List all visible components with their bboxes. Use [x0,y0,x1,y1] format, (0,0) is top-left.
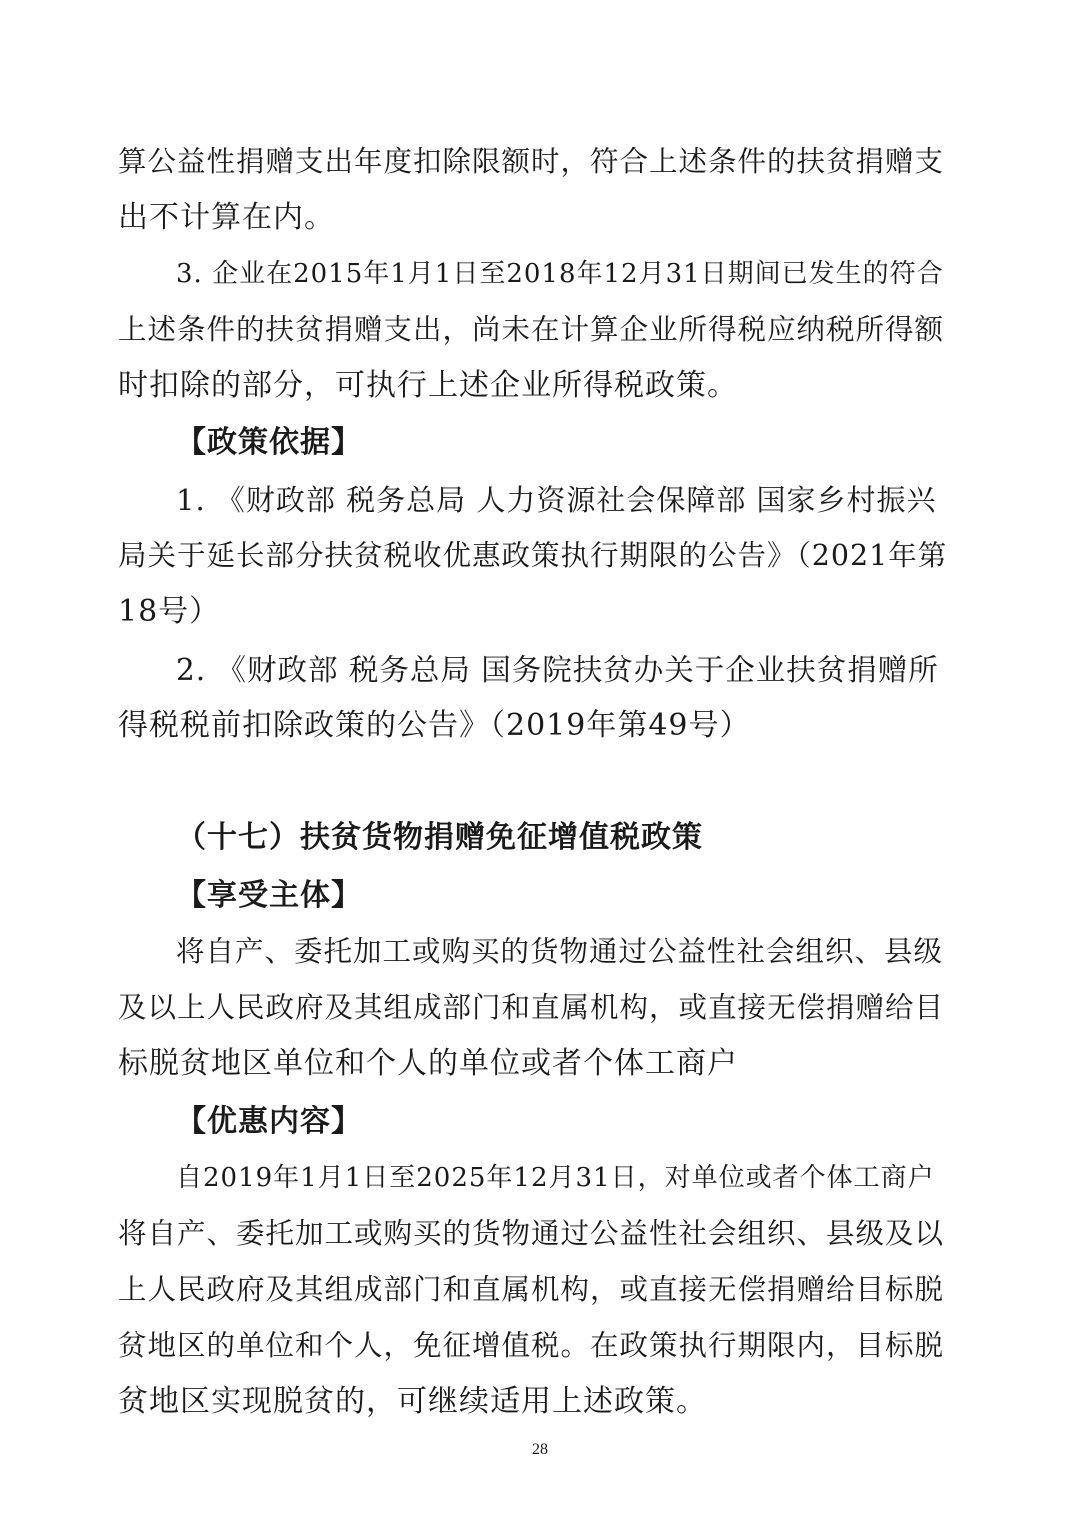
paragraph-line: 1. 《财政部 税务总局 人力资源社会保障部 国家乡村振兴 [176,483,937,517]
paragraph-line: 时扣除的部分，可执行上述企业所得税政策。 [118,368,738,403]
paragraph-line: 贫地区实现脱贫的，可继续适用上述政策。 [118,1384,707,1419]
paragraph-line: 上人民政府及其组成部门和直属机构，或直接无偿捐赠给目标脱 [118,1273,945,1306]
section-title-17: （十七）扶贫货物捐赠免征增值税政策 [176,820,703,855]
paragraph-line: 出不计算在内。 [118,200,335,235]
paragraph-line: 3. 企业在2015年1月1日至2018年12月31日期间已发生的符合 [176,259,944,289]
paragraph-line: 2. 《财政部 税务总局 国务院扶贫办关于企业扶贫捐赠所 [176,653,939,687]
paragraph-line: 标脱贫地区单位和个人的单位或者个体工商户 [118,1046,738,1081]
section-heading-beneficiary: 【享受主体】 [176,878,362,913]
paragraph-line: 将自产、委托加工或购买的货物通过公益性社会组织、县级及以 [118,1217,945,1250]
paragraph-line: 上述条件的扶贫捐赠支出，尚未在计算企业所得税应纳税所得额 [118,313,945,346]
paragraph-line: 贫地区的单位和个人，免征增值税。在政策执行期限内，目标脱 [118,1329,945,1362]
paragraph-line: 将自产、委托加工或购买的货物通过公益性社会组织、县级 [176,935,944,968]
paragraph-line: 18号） [118,594,221,629]
paragraph-line: 算公益性捐赠支出年度扣除限额时，符合上述条件的扶贫捐赠支 [118,145,945,178]
paragraph-line: 得税税前扣除政策的公告》（2019年第49号） [118,708,751,743]
paragraph-line: 及以上人民政府及其组成部门和直属机构，或直接无偿捐赠给目 [118,991,945,1024]
section-heading-policy-basis: 【政策依据】 [176,425,362,460]
section-heading-benefit-content: 【优惠内容】 [176,1104,362,1139]
paragraph-line: 自2019年1月1日至2025年12月31日，对单位或者个体工商户 [176,1163,935,1193]
page-number: 28 [532,1441,548,1458]
paragraph-line: 局关于延长部分扶贫税收优惠政策执行期限的公告》（2021年第 [118,539,948,572]
